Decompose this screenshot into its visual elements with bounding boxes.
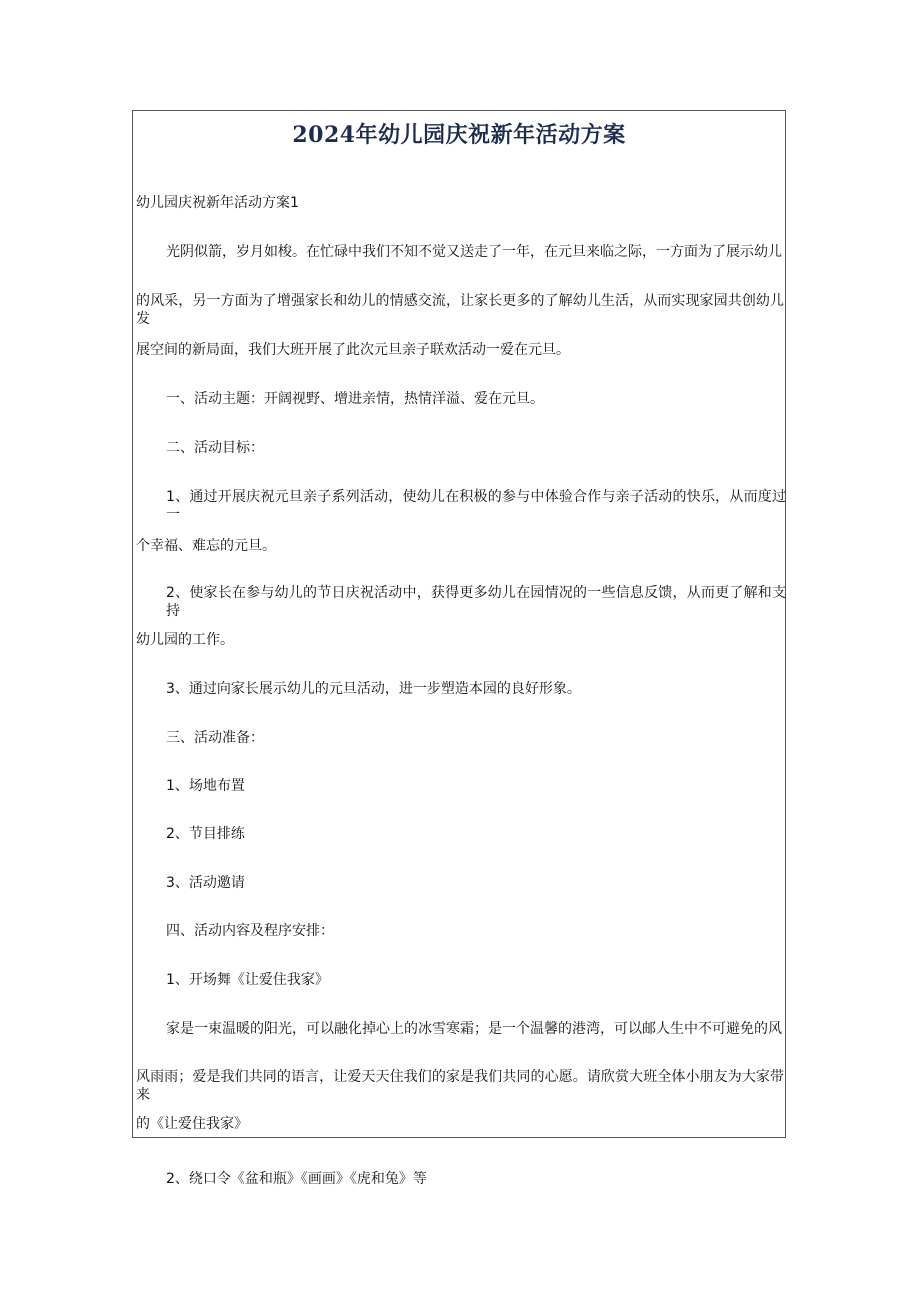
intro-line-1: 光阴似箭，岁月如梭。在忙碌中我们不知不觉又送走了一年，在元旦来临之际，一方面为了展示幼儿	[166, 244, 782, 260]
program-1-title: 1、开场舞《让爱住我家》	[166, 972, 329, 988]
goal-1-line-1: 1、通过开展庆祝元旦亲子系列活动，使幼儿在积极的参与中体验合作与亲子活动的快乐，从而度过一	[166, 489, 786, 523]
goal-1-line-2: 个幸福、难忘的元旦。	[136, 538, 276, 554]
prep-item-invitation: 3、活动邀请	[166, 875, 245, 891]
prep-item-rehearsal: 2、节目排练	[166, 826, 245, 842]
activity-theme: 一、活动主题：开阔视野、增进亲情，热情洋溢、爱在元旦。	[166, 391, 544, 407]
goals-heading: 二、活动目标：	[166, 440, 264, 456]
goal-2-line-2: 幼儿园的工作。	[136, 632, 234, 648]
program-heading: 四、活动内容及程序安排：	[166, 923, 334, 939]
program-1-line-2: 风雨雨；爱是我们共同的语言，让爱天天住我们的家是我们共同的心愿。请欣赏大班全体小朋友为大家带来	[136, 1069, 784, 1103]
document-title: 2024年幼儿园庆祝新年活动方案	[292, 122, 626, 148]
goal-3: 3、通过向家长展示幼儿的元旦活动，进一步塑造本园的良好形象。	[166, 681, 581, 697]
goal-2-line-1: 2、使家长在参与幼儿的节日庆祝活动中，获得更多幼儿在园情况的一些信息反馈，从而更了解和支持	[166, 585, 786, 619]
program-1-line-1: 家是一束温暖的阳光，可以融化掉心上的冰雪寒霜；是一个温馨的港湾，可以邮人生中不可避免的风	[166, 1021, 782, 1037]
prep-item-venue: 1、场地布置	[166, 778, 245, 794]
program-2-title: 2、绕口令《盆和瓶》《画画》《虎和兔》等	[166, 1171, 427, 1187]
intro-line-3: 展空间的新局面，我们大班开展了此次元旦亲子联欢活动一爱在元旦。	[136, 342, 570, 358]
program-1-line-3: 的《让爱住我家》	[136, 1116, 248, 1132]
intro-line-2: 的风采，另一方面为了增强家长和幼儿的情感交流，让家长更多的了解幼儿生活，从而实现家园共创幼儿发	[136, 293, 784, 327]
section-subtitle: 幼儿园庆祝新年活动方案1	[136, 195, 299, 211]
prep-heading: 三、活动准备：	[166, 730, 264, 746]
